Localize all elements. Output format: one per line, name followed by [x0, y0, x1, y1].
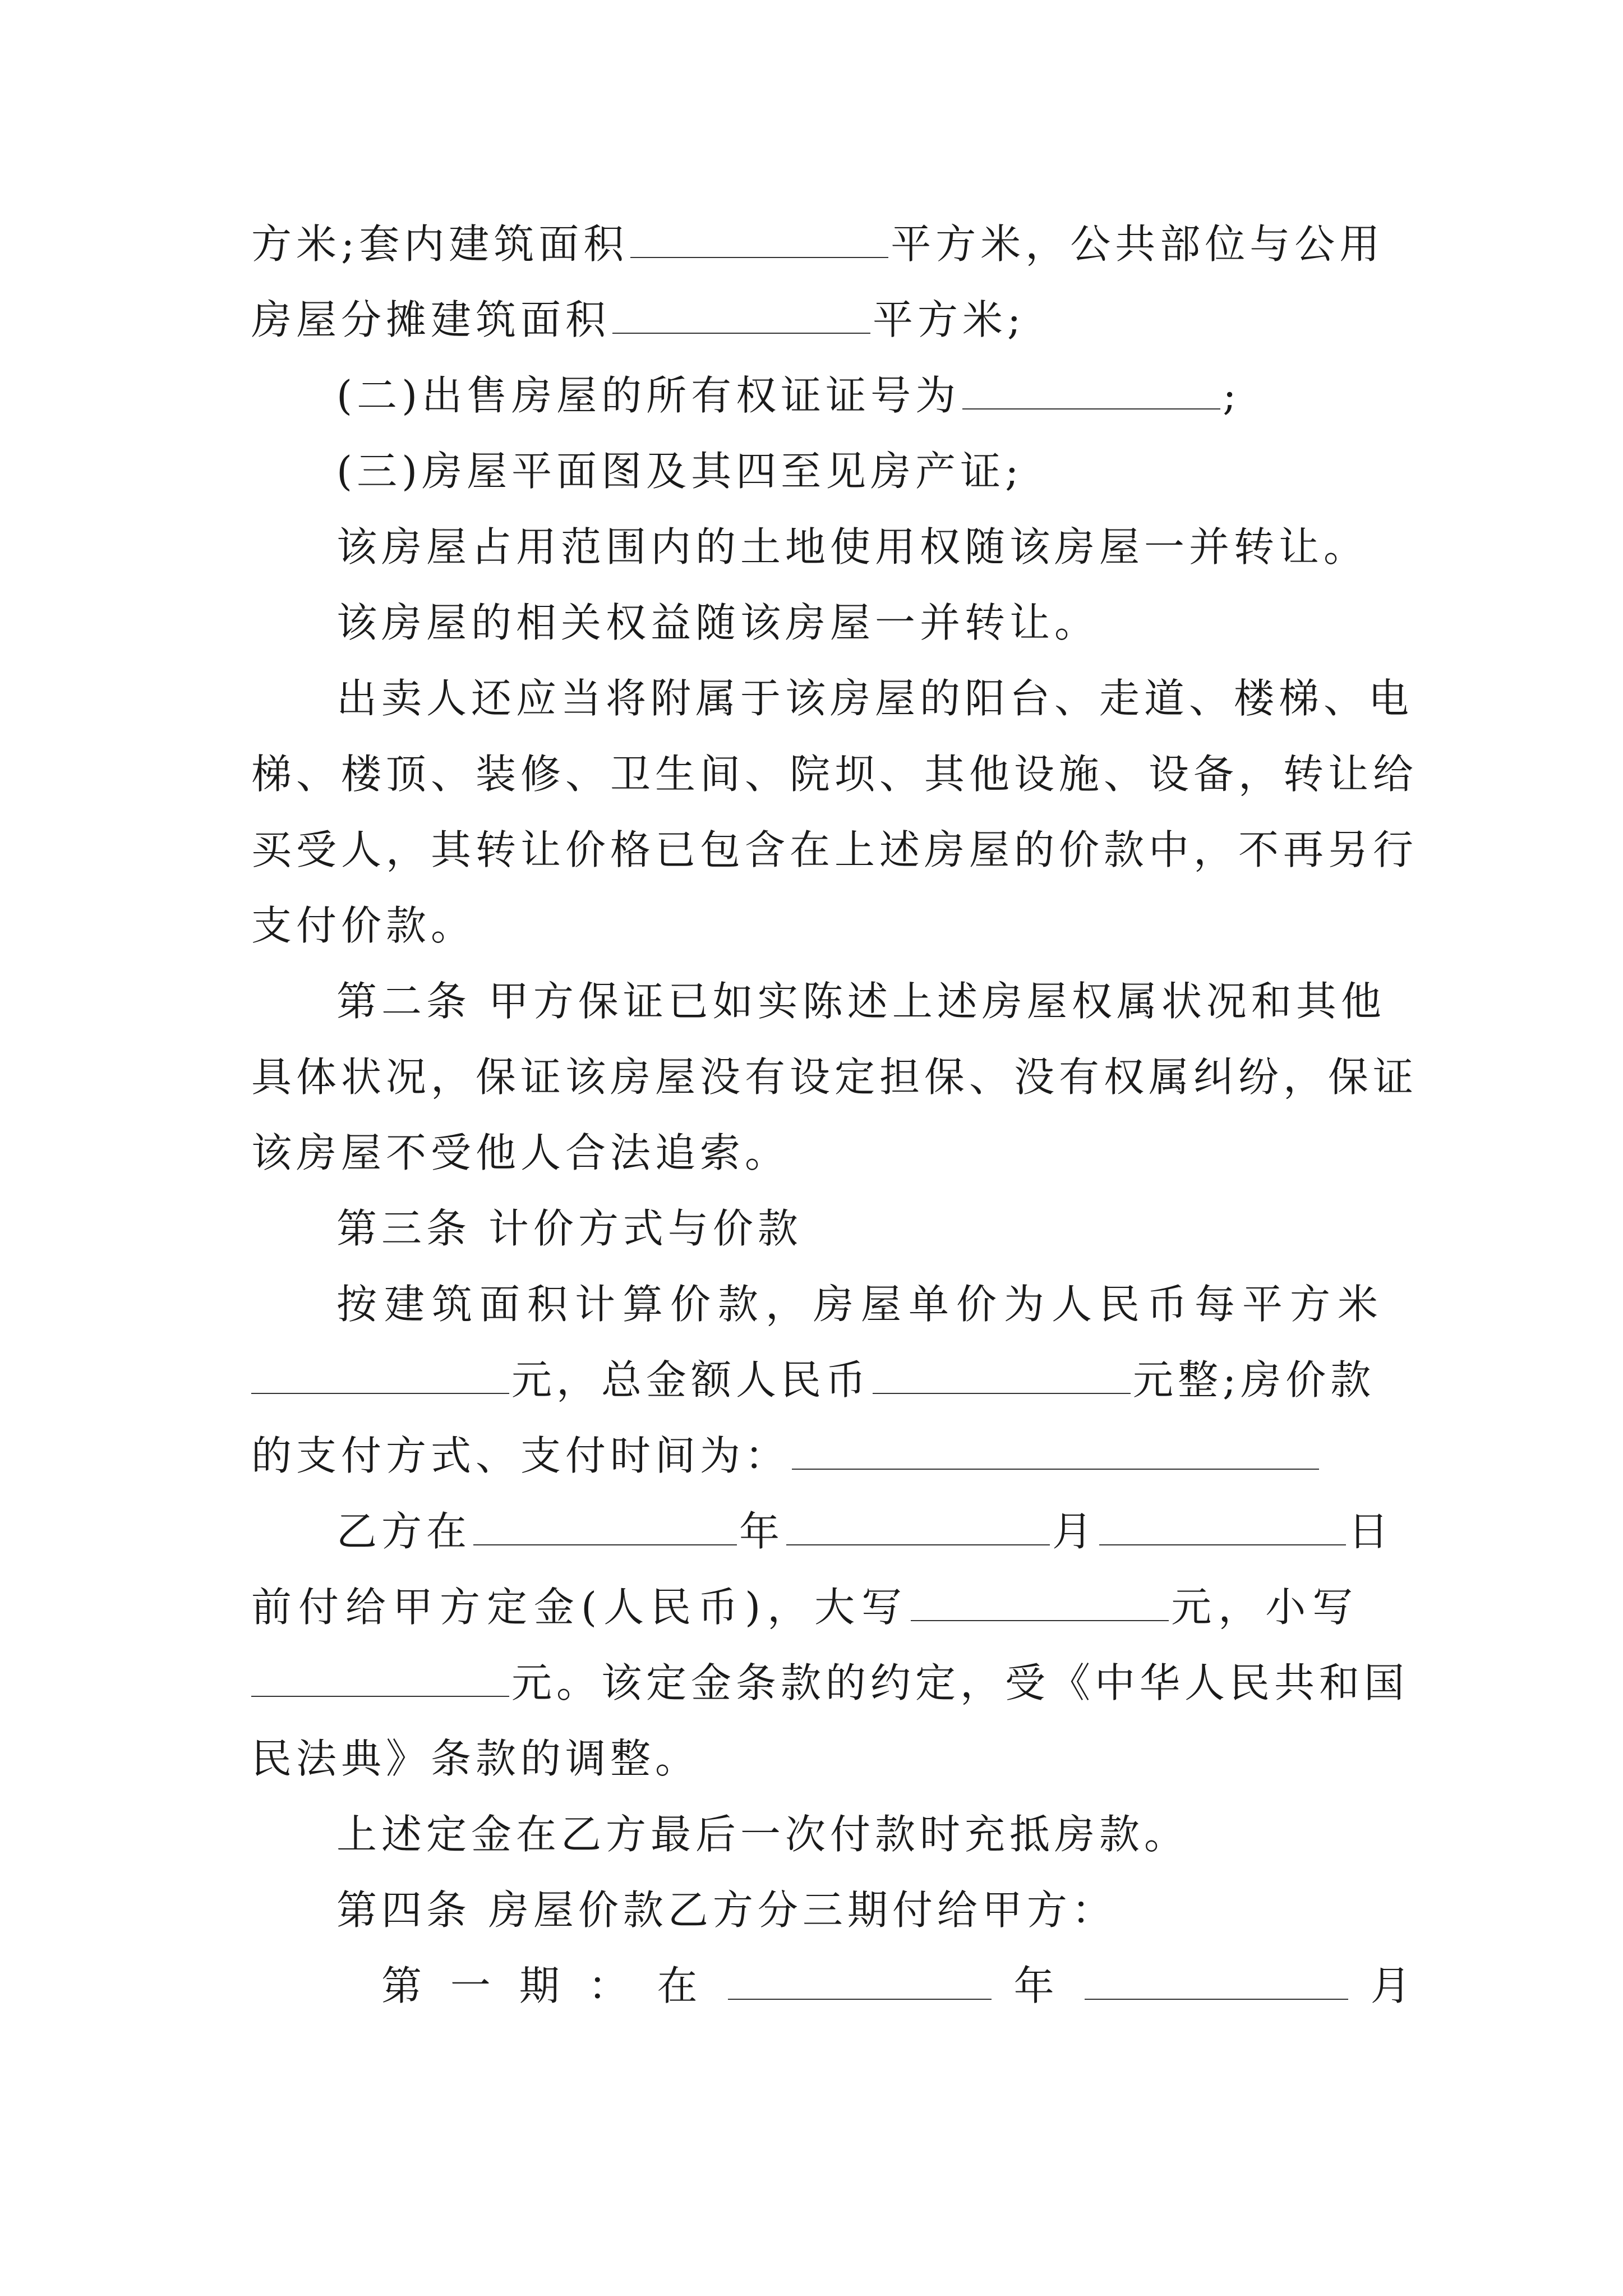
text-line-24 [381, 1955, 1419, 2017]
text-fragment: 具体状况，保证该房屋没有设定担保、没有权属纠纷，保证 [251, 1053, 1418, 1101]
text-fragment: 上述定金在乙方最后一次付款时充抵房款。 [336, 1811, 1189, 1858]
text-line-21 [251, 1728, 1390, 1789]
text-fragment: 年 [1013, 1962, 1062, 2009]
text-fragment: 第二条 甲方保证已如实陈述上述房屋权属状况和其他 [336, 978, 1386, 1025]
fill-in-blank[interactable] [728, 1965, 992, 2000]
text-line-7 [336, 668, 1414, 729]
text-fragment: 元，小写 [1171, 1584, 1360, 1631]
text-fragment: 日 [1348, 1508, 1394, 1555]
text-line-23 [336, 1879, 1390, 1941]
text-fragment: 月 [1052, 1508, 1098, 1555]
text-fragment: 第 一 期 ： 在 [381, 1962, 706, 2009]
fill-in-blank[interactable] [630, 223, 888, 258]
text-fragment: 民法典》条款的调整。 [251, 1735, 700, 1782]
fill-in-blank[interactable] [1099, 1511, 1346, 1545]
text-line-10 [251, 895, 1390, 956]
fill-in-blank[interactable] [1085, 1965, 1348, 2000]
text-line-12 [251, 1046, 1418, 1108]
text-fragment: 第三条 计价方式与价款 [336, 1205, 803, 1252]
text-fragment: 支付价款。 [251, 902, 476, 949]
text-fragment: 房屋分摊建筑面积 [251, 296, 611, 343]
text-line-2 [251, 289, 1390, 351]
text-fragment: 乙方在 [336, 1508, 472, 1555]
text-fragment: 的支付方式、支付时间为： [251, 1432, 790, 1479]
text-fragment: 出卖人还应当将附属于该房屋的阳台、走道、楼梯、电 [336, 675, 1414, 722]
text-fragment: 梯、楼顶、装修、卫生间、院坝、其他设施、设备，转让给 [251, 751, 1418, 798]
text-fragment: 平方米，公共部位与公用 [891, 220, 1385, 268]
text-line-5 [336, 516, 1390, 578]
text-fragment: 该房屋不受他人合法追索。 [251, 1129, 790, 1176]
text-line-6 [336, 592, 1390, 654]
text-line-11 [336, 970, 1390, 1032]
text-fragment: ; [1223, 372, 1241, 419]
text-fragment: 方米;套内建筑面积 [251, 220, 629, 268]
text-fragment: 前付给甲方定金(人民币)，大写 [251, 1584, 909, 1631]
fill-in-blank[interactable] [792, 1435, 1319, 1470]
fill-in-blank[interactable] [251, 1359, 509, 1394]
fill-in-blank[interactable] [911, 1586, 1169, 1621]
text-line-16 [251, 1349, 1390, 1411]
fill-in-blank[interactable] [251, 1662, 509, 1697]
text-fragment: 元，总金额人民币 [511, 1356, 871, 1404]
text-line-1 [251, 213, 1390, 275]
text-fragment: (二)出售房屋的所有权证证号为 [336, 372, 961, 419]
text-line-14 [336, 1198, 1390, 1259]
text-line-20 [251, 1652, 1409, 1714]
text-line-3 [336, 365, 1390, 426]
fill-in-blank[interactable] [473, 1511, 737, 1545]
text-line-22 [336, 1803, 1390, 1865]
text-fragment: 元整;房价款 [1133, 1356, 1376, 1404]
text-fragment: 月 [1370, 1962, 1419, 2009]
fill-in-blank[interactable] [786, 1511, 1050, 1545]
text-fragment: 年 [739, 1508, 785, 1555]
text-line-17 [251, 1425, 1390, 1487]
text-line-19 [251, 1576, 1390, 1638]
text-line-9 [251, 819, 1418, 881]
text-line-13 [251, 1122, 1390, 1184]
text-fragment: 按建筑面积计算价款，房屋单价为人民币每平方米 [336, 1281, 1386, 1328]
text-line-15 [336, 1273, 1390, 1335]
fill-in-blank[interactable] [612, 299, 870, 334]
text-fragment: 元。该定金条款的约定，受《中华人民共和国 [511, 1659, 1409, 1706]
text-fragment: 买受人，其转让价格已包含在上述房屋的价款中，不再另行 [251, 826, 1418, 873]
fill-in-blank[interactable] [873, 1359, 1131, 1394]
text-fragment: 第四条 房屋价款乙方分三期付给甲方： [336, 1887, 1117, 1934]
text-line-8 [251, 743, 1418, 805]
fill-in-blank[interactable] [962, 375, 1220, 409]
text-fragment: 该房屋的相关权益随该房屋一并转让。 [336, 599, 1100, 646]
text-line-4 [336, 440, 1390, 502]
text-fragment: 平方米; [873, 296, 1026, 343]
text-fragment: 该房屋占用范围内的土地使用权随该房屋一并转让。 [336, 523, 1369, 570]
text-line-18 [336, 1501, 1394, 1562]
text-fragment: (三)房屋平面图及其四至见房产证; [336, 448, 1023, 495]
